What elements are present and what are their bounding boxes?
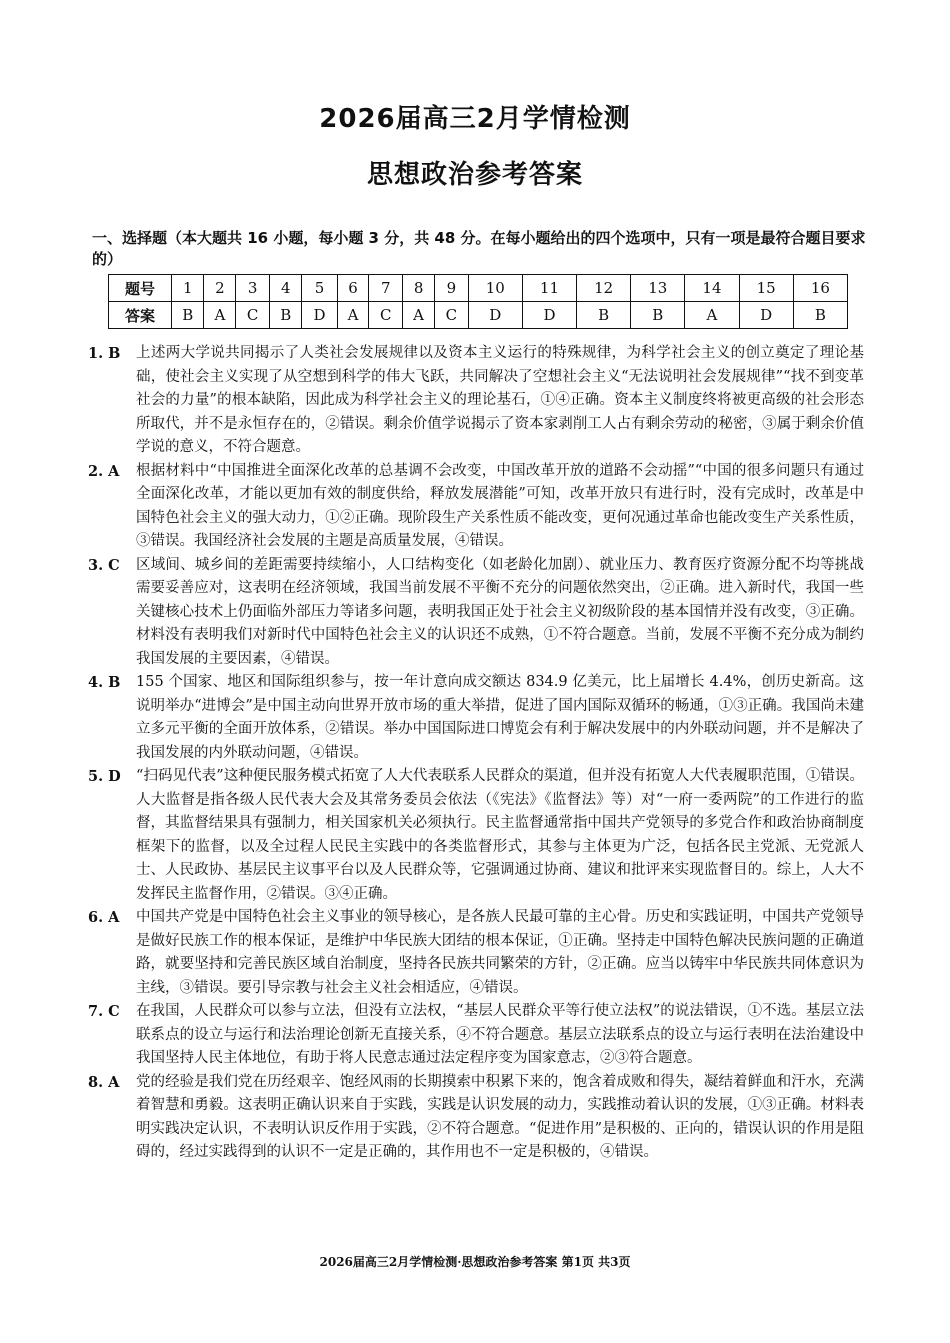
question-number-cell: 9 bbox=[435, 275, 469, 302]
explanation-text: 155 个国家、地区和国际组织参与，按一年计意向成交额达 834.9 亿美元，比上届增长 4.4%，创历史新高。这说明举办“进博会”是中国主动向世界开放市场的重大举措，促进了国内国际双循环的畅通，①③正确。我国尚未建立多元平衡的全面开放体系，②错误。举办中国国际进口博览会有利于解决发展中的内外联动问题，并不是解决了我国发展的内外联动问题，④错误。 bbox=[136, 674, 864, 761]
answer-cell: C bbox=[435, 302, 469, 329]
explanation-text: 根据材料中“中国推进全面深化改革的总基调不会改变，中国改革开放的道路不会动摇”“中国的很多问题只有通过全面深化改革，才能以更加有效的制度供给，释放发展潜能”可知，改革开放只有进行时，没有完成时，改革是中国特色社会主义的强大动力，①②正确。现阶段生产关系性质不能改变，更何况通过革命也能改变生产关系性质，③错误。我国经济社会发展的主题是高质量发展，④错误。 bbox=[136, 462, 864, 549]
answer-cell: B bbox=[577, 302, 631, 329]
question-number-cell: 1 bbox=[172, 275, 204, 302]
explanation-text: 在我国，人民群众可以参与立法，但没有立法权，“基层人民群众平等行使立法权”的说法错误，①不选。基层立法联系点的设立与运行和法治理论创新无直接关系，④不符合题意。基层立法联系点的设立与运行表明在法治建设中我国坚持人民主体地位，有助于将人民意志通过法定程序变为国家意志，②③符合题意。 bbox=[136, 1003, 864, 1066]
explanation-number: 6. A bbox=[88, 909, 120, 926]
answer-cell: D bbox=[522, 302, 576, 329]
question-number-cell: 6 bbox=[337, 275, 369, 302]
answer-cell: B bbox=[172, 302, 204, 329]
page-title: 2026届高三2月学情检测 bbox=[319, 104, 631, 134]
question-number-cell: 13 bbox=[631, 275, 685, 302]
answer-row bbox=[109, 302, 848, 329]
explanation-number: 1. B bbox=[88, 345, 121, 362]
question-number-cell: 10 bbox=[468, 275, 522, 302]
question-number-cell: 12 bbox=[577, 275, 631, 302]
explanation-text: 上述两大学说共同揭示了人类社会发展规律以及资本主义运行的特殊规律，为科学社会主义的创立奠定了理论基础，使社会主义实现了从空想到科学的伟大飞跃，共同解决了空想社会主义“无法说明社会发展规律”“找不到变革社会的力量”的根本缺陷，因此成为科学社会主义的理论基石，①④正确。资本主义制度终将被更高级的社会形态所取代，并不是永恒存在的，②错误。剩余价值学说揭示了资本家剥削工人占有剩余劳动的秘密，③属于剩余价值学说的意义，不符合题意。 bbox=[136, 345, 864, 455]
question-number-cell: 16 bbox=[793, 275, 847, 302]
answer-cell: B bbox=[631, 302, 685, 329]
answer-table bbox=[108, 274, 848, 329]
explanation-number: 3. C bbox=[88, 556, 120, 574]
explanation-item bbox=[88, 554, 864, 672]
answer-cell: D bbox=[739, 302, 793, 329]
answer-cell: C bbox=[236, 302, 270, 329]
answer-cell: B bbox=[793, 302, 847, 329]
explanation-item bbox=[88, 1000, 864, 1071]
question-number-cell: 11 bbox=[522, 275, 576, 302]
answer-label: 答案 bbox=[109, 302, 172, 329]
explanation-list bbox=[88, 342, 864, 1165]
explanation-text: “扫码见代表”这种便民服务模式拓宽了人大代表联系人民群众的渠道，但并没有拓宽人大代表履职范围，①错误。人大监督是指各级人民代表大会及其常务委员会依法（《宪法》《监督法》等）对“一府一委两院”的工作进行的监督，其监督结果具有强制力，相关国家机关必须执行。民主监督通常指中国共产党领导的多党合作和政治协商制度框架下的监督，以及全过程人民民主实践中的各类监督形式，其参与主体更为广泛，包括各民主党派、无党派人士、人民政协、基层民主议事平台以及人民群众等，它强调通过协商、建议和批评来实现监督目的。综上，人大不发挥民主监督作用，②错误。③④正确。 bbox=[136, 768, 864, 902]
explanation-item bbox=[88, 765, 864, 906]
explanation-number: 5. D bbox=[88, 768, 121, 785]
question-number-row bbox=[109, 275, 848, 302]
explanation-item bbox=[88, 342, 864, 460]
question-number-cell: 8 bbox=[403, 275, 435, 302]
question-number-cell: 4 bbox=[270, 275, 302, 302]
page-subtitle: 思想政治参考答案 bbox=[366, 160, 583, 190]
answer-cell: A bbox=[685, 302, 739, 329]
page-footer: 2026届高三2月学情检测·思想政治参考答案 第1页 共3页 bbox=[319, 1255, 631, 1269]
question-number-cell: 3 bbox=[236, 275, 270, 302]
explanation-text: 党的经验是我们党在历经艰辛、饱经风雨的长期摸索中积累下来的，饱含着成败和得失，凝结着鲜血和汗水，充满着智慧和勇毅。这表明正确认识来自于实践，实践是认识发展的动力，实践推动着认识的发展，①③正确。材料表明实践决定认识，不表明认识反作用于实践，②不符合题意。“促进作用”是积极的、正向的，错误认识的作用是阻碍的，经过实践得到的认识不一定是正确的，其作用也不一定是积极的，④错误。 bbox=[136, 1073, 864, 1160]
answer-cell: D bbox=[302, 302, 337, 329]
explanation-item bbox=[88, 906, 864, 1000]
question-number-cell: 14 bbox=[685, 275, 739, 302]
explanation-text: 区域间、城乡间的差距需要持续缩小，人口结构变化（如老龄化加剧）、就业压力、教育医疗资源分配不均等挑战需要妥善应对，这表明在经济领域，我国当前发展不平衡不充分的问题依然突出，②正确。进入新时代，我国一些关键核心技术上仍面临外部压力等诸多问题，表明我国正处于社会主义初级阶段的基本国情并没有改变，③正确。材料没有表明我们对新时代中国特色社会主义的认识还不成熟，①不符合题意。当前，发展不平衡不充分成为制约我国发展的主要因素，④错误。 bbox=[136, 556, 864, 667]
question-number-cell: 7 bbox=[369, 275, 403, 302]
question-number-cell: 5 bbox=[302, 275, 337, 302]
answer-cell: A bbox=[403, 302, 435, 329]
answer-cell: A bbox=[204, 302, 236, 329]
explanation-number: 7. C bbox=[88, 1003, 120, 1020]
question-number-cell: 2 bbox=[204, 275, 236, 302]
explanation-item bbox=[88, 460, 864, 554]
explanation-number: 8. A bbox=[88, 1073, 120, 1091]
section-heading: 一、选择题（本大题共 16 小题，每小题 3 分，共 48 分。在每小题给出的四个选项中，只有一项是最符合题目要求的） bbox=[92, 229, 866, 268]
explanation-text: 中国共产党是中国特色社会主义事业的领导核心，是各族人民最可靠的主心骨。历史和实践证明，中国共产党领导是做好民族工作的根本保证，是维护中华民族大团结的根本保证，①正确。坚持走中国特色解决民族问题的正确道路，就要坚持和完善民族区域自治制度，坚持各民族共同繁荣的方针，②正确。应当以铸牢中华民族共同体意识为主线，③错误。要引导宗教与社会主义社会相适应，④错误。 bbox=[136, 909, 864, 996]
answer-cell: A bbox=[337, 302, 369, 329]
answer-cell: D bbox=[468, 302, 522, 329]
answer-cell: B bbox=[270, 302, 302, 329]
explanation-item bbox=[88, 671, 864, 765]
explanation-item bbox=[88, 1071, 864, 1165]
explanation-number: 2. A bbox=[88, 462, 120, 480]
question-number-cell: 15 bbox=[739, 275, 793, 302]
question-number-label: 题号 bbox=[109, 275, 172, 302]
explanation-number: 4. B bbox=[88, 674, 121, 691]
answer-cell: C bbox=[369, 302, 403, 329]
